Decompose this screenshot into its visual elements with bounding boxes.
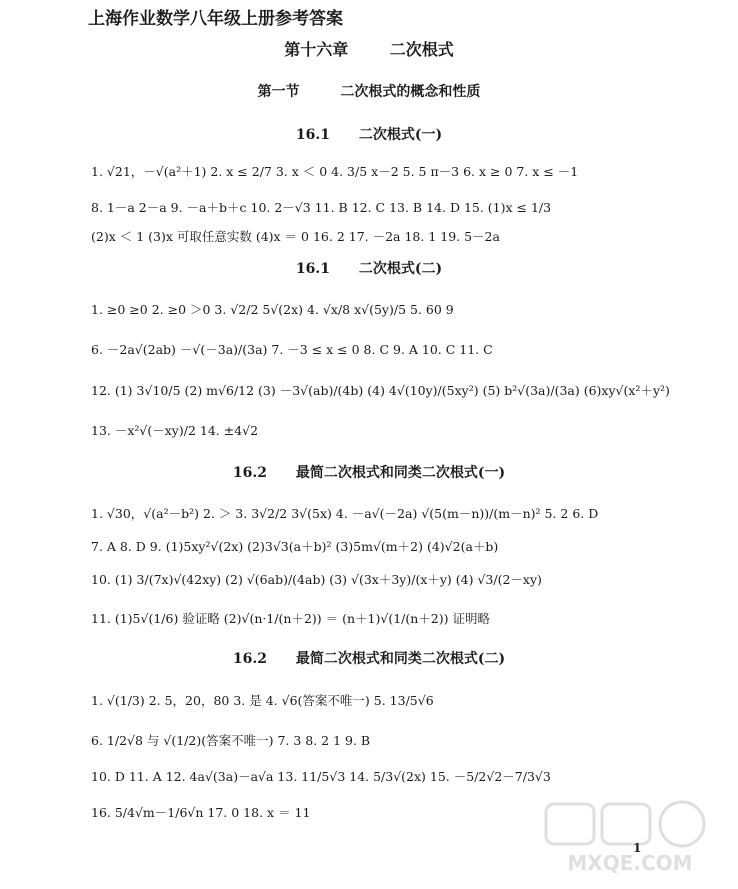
answer-line: 1. ≥0 ≥0 2. ≥0 ＞0 3. √2/2 5√(2x) 4. √x/8 x√(5y)/5 5. 60 9 [91,302,454,317]
subsection-title: 二次根式(一) [358,127,443,143]
answer-line: 10. D 11. A 12. 4a√(3a)－a√a 13. 11/5√3 14. 5/3√(2x) 15. －5/2√2－7/3√3 [91,769,551,784]
subsection-title: 最简二次根式和同类二次根式(一) [295,465,506,481]
subsection-title: 二次根式(二) [358,261,443,277]
answer-line: 1. √21，－√(a²＋1) 2. x ≤ 2/7 3. x ＜ 0 4. 3/5 x－2 5. 5 π－3 6. x ≥ 0 7. x ≤ －1 [91,164,579,179]
answer-line: 13. －x²√(－xy)/2 14. ±4√2 [91,423,259,438]
subsection-title: 最简二次根式和同类二次根式(二) [295,651,506,667]
subsection-number: 16.1 [295,127,330,143]
answer-line: 7. A 8. D 9. (1)5xy²√(2x) (2)3√3(a＋b)² (3)5m√(m＋2) (4)√2(a＋b) [91,539,499,554]
page-header: 上海作业数学八年级上册参考答案 [88,9,343,29]
subsection-heading-1 [0,124,738,144]
answer-line: 1. √30，√(a²－b²) 2. ＞ 3. 3√2/2 3√(5x) 4. －a√(－2a) √(5(m－n))/(m－n)² 5. 2 6. D [91,506,599,521]
chapter-heading [0,37,738,60]
answer-line: 16. 5/4√m－1/6√n 17. 0 18. x ＝ 11 [91,805,311,820]
answer-line: 10. (1) 3/(7x)√(42xy) (2) √(6ab)/(4ab) (3) √(3x＋3y)/(x＋y) (4) √3/(2－xy) [91,572,542,587]
chapter-label: 第十六章 [284,40,349,59]
svg-text:MXQE.COM: MXQE.COM [567,851,693,875]
subsection-number: 16.2 [232,465,267,481]
section-title: 二次根式的概念和性质 [340,84,481,100]
watermark-logo [540,800,720,880]
chapter-title: 二次根式 [389,40,454,59]
subsection-heading-3 [0,462,738,482]
page-number: 1 [633,841,642,855]
subsection-heading-2 [0,258,738,278]
answer-line: (2)x ＜ 1 (3)x 可取任意实数 (4)x ＝ 0 16. 2 17. －2a 18. 1 19. 5－2a [91,229,500,244]
answer-line: 1. √(1/3) 2. 5，20，80 3. 是 4. √6(答案不唯一) 5. 13/5√6 [91,693,434,708]
answer-line: 11. (1)5√(1/6) 验证略 (2)√(n·1/(n＋2)) ＝ (n＋1)√(1/(n＋2)) 证明略 [91,611,490,626]
answer-line: 6. －2a√(2ab) －√(－3a)/(3a) 7. －3 ≤ x ≤ 0 8. C 9. A 10. C 11. C [91,342,493,357]
subsection-heading-4 [0,648,738,668]
answer-line: 12. (1) 3√10/5 (2) m√6/12 (3) －3√(ab)/(4b) (4) 4√(10y)/(5xy²) (5) b²√(3a)/(3a) (6)xy√(x²＋y²) [91,383,670,398]
answer-line: 8. 1－a 2－a 9. －a＋b＋c 10. 2－√3 11. B 12. C 13. B 14. D 15. (1)x ≤ 1/3 [91,200,552,215]
subsection-number: 16.2 [232,651,267,667]
section-heading [0,81,738,101]
section-label: 第一节 [257,84,300,100]
subsection-number: 16.1 [295,261,330,277]
answer-line: 6. 1/2√8 与 √(1/2)(答案不唯一) 7. 3 8. 2 1 9. B [91,733,371,748]
